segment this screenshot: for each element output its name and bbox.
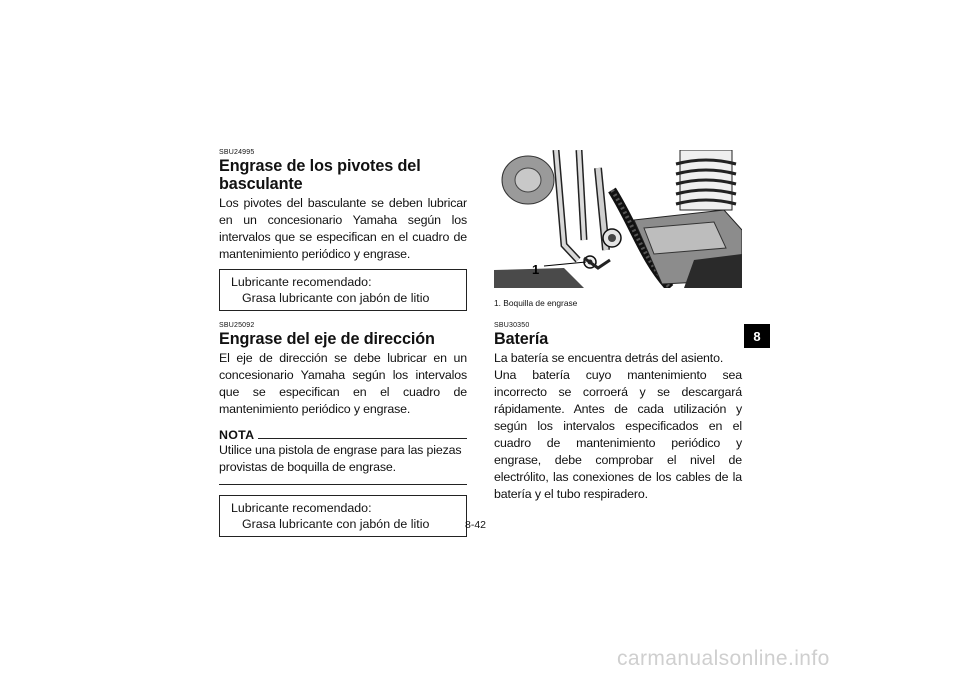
page-number: 8-42 [465, 519, 487, 531]
box-value: Grasa lubricante con jabón de litio [242, 291, 430, 305]
lubricant-box [219, 269, 467, 311]
chapter-tab: 8 [744, 324, 770, 348]
section-body: El eje de dirección se debe lubricar en un concesionario Yamaha según los intervalos que se especifican en el cuadro de mantenimiento periódico y engrase. [219, 351, 467, 416]
section-code: SBU24995 [219, 149, 255, 156]
grease-nipple-photo [494, 150, 742, 288]
right-column [494, 150, 742, 503]
section-title: Engrase de los pivotes del basculante [219, 157, 421, 193]
section-body: La batería se encuentra detrás del asiento. [494, 351, 724, 365]
nota-label: NOTA [219, 428, 255, 442]
watermark: carmanualsonline.info [617, 647, 830, 670]
nota-text: Utilice una pistola de engrase para las piezas provistas de boquilla de engrase. [219, 443, 462, 474]
nota-divider [258, 438, 467, 439]
section-body: Los pivotes del basculante se deben lubricar en un concesionario Yamaha según los intervalos que se especifican en el cuadro de mantenimiento periódico y engrase. [219, 196, 467, 261]
box-label: Lubricante recomendado: [231, 501, 372, 515]
section-title: Engrase del eje de dirección [219, 330, 435, 348]
nota-divider [219, 484, 467, 485]
section-title: Batería [494, 330, 549, 348]
nota-header [219, 428, 467, 442]
box-label: Lubricante recomendado: [231, 275, 372, 289]
figure-caption: 1. Boquilla de engrase [494, 298, 578, 308]
lubricant-box [219, 495, 467, 537]
figure-callout: 1 [532, 262, 540, 277]
section-body: Una batería cuyo mantenimiento sea incorrecto se corroerá y se descargará rápidamente. Antes de cada utilización y según los intervalos especificados en el cuadro de mantenimiento periódico y engrase, debe comprobar el nivel de electrólito, las conexiones de los cables de la batería y el tubo respiradero. [494, 368, 742, 501]
box-value: Grasa lubricante con jabón de litio [242, 517, 430, 531]
section-code: SBU30350 [494, 322, 530, 329]
left-column [219, 148, 467, 547]
section-code: SBU25092 [219, 322, 255, 329]
